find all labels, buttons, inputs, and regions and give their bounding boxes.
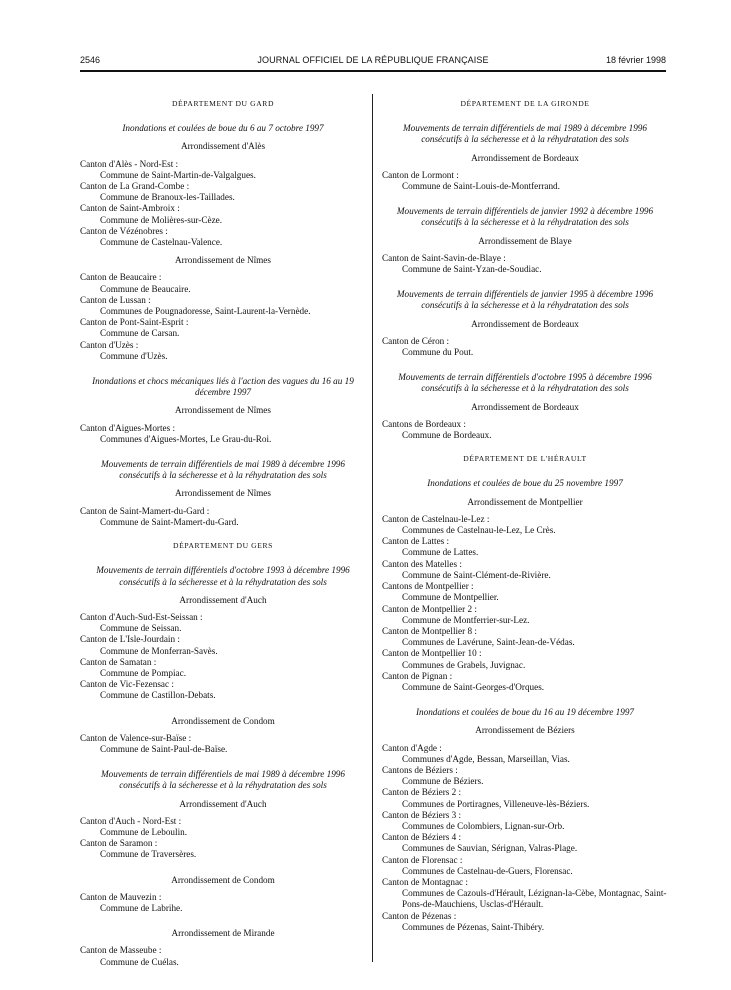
commune-line: Commune de Leboulin. [100,826,188,837]
canton-line: Canton d'Agde : [382,742,442,753]
canton-line: Canton de Valence-sur-Baïse : [80,732,192,743]
arrondissement-heading: Arrondissement de Bordeaux [471,152,579,163]
event-heading: Inondations et chocs mécaniques liés à l'action des vagues du 16 au 19 décembre 1997 [92,376,354,398]
commune-line: Commune de Montferrier-sur-Lez. [402,614,530,625]
arrondissement-heading: Arrondissement d'Auch [179,798,267,809]
commune-line: Commune de Castillon-Debats. [100,690,216,701]
arrondissement-heading: Arrondissement d'Auch [179,594,267,605]
canton-line: Canton de Beaucaire : [80,272,162,283]
commune-line: Commune de Beaucaire. [100,283,191,294]
arrondissement-heading: Arrondissement de Bordeaux [471,401,579,412]
canton-line: Canton de Montagnac : [382,876,468,887]
canton-line: Cantons de Béziers : [382,764,458,775]
event-heading: Mouvements de terrain différentiels de mai 1989 à décembre 1996 consécutifs à la sécheresse et à la réhydratation des sols [100,459,345,481]
commune-line: Communes d'Aigues-Mortes, Le Grau-du-Roi. [100,433,272,444]
canton-line: Canton d'Uzès : [80,339,139,350]
commune-line: Commune de Traversères. [100,849,197,860]
commune-line: Commune de Labrihe. [100,902,183,913]
commune-line: Communes de Lavérune, Saint-Jean-de-Védas. [402,637,575,648]
column-divider [372,94,373,962]
canton-line: Cantons de Montpellier : [382,581,474,592]
canton-line: Canton de Saint-Savin-de-Blaye : [382,252,506,263]
canton-line: Canton de Montpellier 2 : [382,603,477,614]
arrondissement-heading: Arrondissement de Blaye [478,235,572,246]
event-heading: Mouvements de terrain différentiels de mai 1989 à décembre 1996 consécutifs à la sécheresse et à la réhydratation des sols [100,769,345,791]
commune-line: Communes de Pougnadoresse, Saint-Laurent-la-Vernède. [100,306,311,317]
arrondissement-heading: Arrondissement d'Alès [180,141,266,152]
canton-line: Canton de Lussan : [80,294,151,305]
arrondissement-heading: Arrondissement de Condom [171,715,275,726]
commune-line: Commune de Bordeaux. [402,430,492,441]
canton-line: Canton de Béziers 4 : [382,832,462,843]
canton-line: Canton de Saramon : [80,838,158,849]
arrondissement-heading: Arrondissement de Nîmes [175,488,271,499]
canton-line: Canton de Céron : [382,335,450,346]
commune-line: Commune de Seissan. [100,623,182,634]
commune-line: Commune d'Uzès. [100,350,168,361]
canton-line: Canton de Mauvezin : [80,891,162,902]
commune-line: Communes de Grabels, Juvignac. [402,659,526,670]
arrondissement-heading: Arrondissement de Montpellier [467,496,583,507]
commune-line: Commune de Saint-Louis-de-Montferrand. [402,181,560,192]
canton-line: Canton d'Auch-Sud-Est-Seissan : [80,611,203,622]
canton-line: Canton de Lattes : [382,536,450,547]
canton-line: Canton de Castelnau-le-Lez : [382,513,490,524]
event-heading: Inondations et coulées de boue du 6 au 7 octobre 1997 [122,123,324,134]
commune-line: Commune de Saint-Clément-de-Rivière. [402,569,551,580]
canton-line: Canton de Florensac : [382,854,463,865]
page-number: 2546 [80,55,101,65]
journal-title: JOURNAL OFFICIEL DE LA RÉPUBLIQUE FRANÇAISE [257,55,489,65]
canton-line: Canton d'Alès - Nord-Est : [80,158,179,169]
commune-line: Commune de Saint-Mamert-du-Gard. [100,516,239,527]
commune-line: Commune de Molières-sur-Cèze. [100,214,223,225]
canton-line: Canton d'Aigues-Mortes : [80,422,176,433]
department-heading: DÉPARTEMENT DU GERS [173,541,273,551]
commune-line: Communes de Sauvian, Sérignan, Valras-Plage. [402,843,578,854]
department-heading: DÉPARTEMENT DU GARD [171,99,275,108]
canton-line: Canton de Vic-Fezensac : [80,679,174,690]
commune-line: Commune de Castelnau-Valence. [100,237,223,248]
event-heading: Inondations et coulées de boue du 25 novembre 1997 [427,478,623,489]
event-heading: Mouvements de terrain différentiels d'octobre 1995 à décembre 1996 consécutifs à la sécheresse et à la réhydratation des sols [398,372,652,394]
canton-line: Canton de La Grand-Combe : [80,181,190,192]
commune-line: Commune de Carsan. [100,328,180,339]
commune-line: Communes de Castelnau-le-Lez, Le Crès. [402,525,556,536]
canton-line: Canton de Montpellier 8 : [382,625,477,636]
canton-line: Canton de Lormont : [382,169,459,180]
commune-line: Commune de Béziers. [402,776,484,787]
event-heading: Mouvements de terrain différentiels d'octobre 1993 à décembre 1996 consécutifs à la sécheresse et à la réhydratation des sols [96,565,350,587]
department-heading: DÉPARTEMENT DE L'HÉRAULT [463,454,587,464]
header-rule [80,70,666,72]
commune-line: Communes d'Agde, Bessan, Marseillan, Vias. [402,753,570,764]
left-column [80,98,366,968]
event-heading: Mouvements de terrain différentiels de janvier 1992 à décembre 1996 consécutifs à la sécheresse et à la réhydratation des sols [396,206,654,228]
canton-line: Canton de Masseube : [80,945,162,956]
canton-line: Canton de Pézenas : [382,910,457,921]
commune-line: Commune de Saint-Martin-de-Valgalgues. [100,169,256,180]
canton-line: Cantons de Bordeaux : [382,418,466,429]
canton-line: Canton de Samatan : [80,656,157,667]
commune-line: Commune de Saint-Paul-de-Baïse. [100,743,228,754]
canton-line: Canton de Pignan : [382,670,453,681]
arrondissement-heading: Arrondissement de Nîmes [175,405,271,416]
event-heading: Inondations et coulées de boue du 16 au 19 décembre 1997 [415,707,635,718]
commune-line: Commune de Monferran-Savès. [100,645,218,656]
event-heading: Mouvements de terrain différentiels de mai 1989 à décembre 1996 consécutifs à la sécheresse et à la réhydratation des sols [402,123,647,145]
commune-line: Commune de Lattes. [402,547,479,558]
issue-date: 18 février 1998 [605,55,666,65]
canton-line: Canton des Matelles : [382,558,462,569]
arrondissement-heading: Arrondissement de Mirande [171,928,275,939]
canton-line: Canton de Béziers 3 : [382,809,462,820]
canton-line: Canton de Béziers 2 : [382,787,462,798]
commune-line: Commune de Pompiac. [100,667,186,678]
canton-line: Canton de Saint-Ambroix : [80,203,180,214]
page-header [80,55,666,69]
arrondissement-heading: Arrondissement de Béziers [475,725,575,736]
canton-line: Canton de Vézénobres : [80,225,168,236]
commune-line: Communes de Cazouls-d'Hérault, Lézignan-la-Cèbe, Montagnac, Saint-Pons-de-Mauchiens, Usclas-d'Hérault. [402,888,667,910]
commune-line: Commune de Cuélas. [100,956,179,967]
canton-line: Canton de Montpellier 10 : [382,648,482,659]
arrondissement-heading: Arrondissement de Condom [171,874,275,885]
canton-line: Canton d'Auch - Nord-Est : [80,815,182,826]
commune-line: Communes de Colombiers, Lignan-sur-Orb. [402,820,565,831]
commune-line: Communes de Castelnau-de-Guers, Florensac. [402,865,573,876]
arrondissement-heading: Arrondissement de Nîmes [175,255,271,266]
commune-line: Communes de Portiragnes, Villeneuve-lès-Béziers. [402,798,590,809]
canton-line: Canton de Saint-Mamert-du-Gard : [80,505,210,516]
right-column [382,98,668,933]
event-heading: Mouvements de terrain différentiels de janvier 1995 à décembre 1996 consécutifs à la sécheresse et à la réhydratation des sols [396,289,654,311]
commune-line: Commune de Branoux-les-Taillades. [100,192,235,203]
commune-line: Commune de Saint-Yzan-de-Soudiac. [402,264,542,275]
arrondissement-heading: Arrondissement de Bordeaux [471,318,579,329]
commune-line: Commune de Montpellier. [402,592,499,603]
canton-line: Canton de L'Isle-Jourdain : [80,634,180,645]
commune-line: Commune du Pout. [402,347,474,358]
commune-line: Commune de Saint-Georges-d'Orques. [402,681,545,692]
department-heading: DÉPARTEMENT DE LA GIRONDE [460,99,590,108]
canton-line: Canton de Pont-Saint-Esprit : [80,317,189,328]
commune-line: Communes de Pézenas, Saint-Thibéry. [402,921,545,932]
